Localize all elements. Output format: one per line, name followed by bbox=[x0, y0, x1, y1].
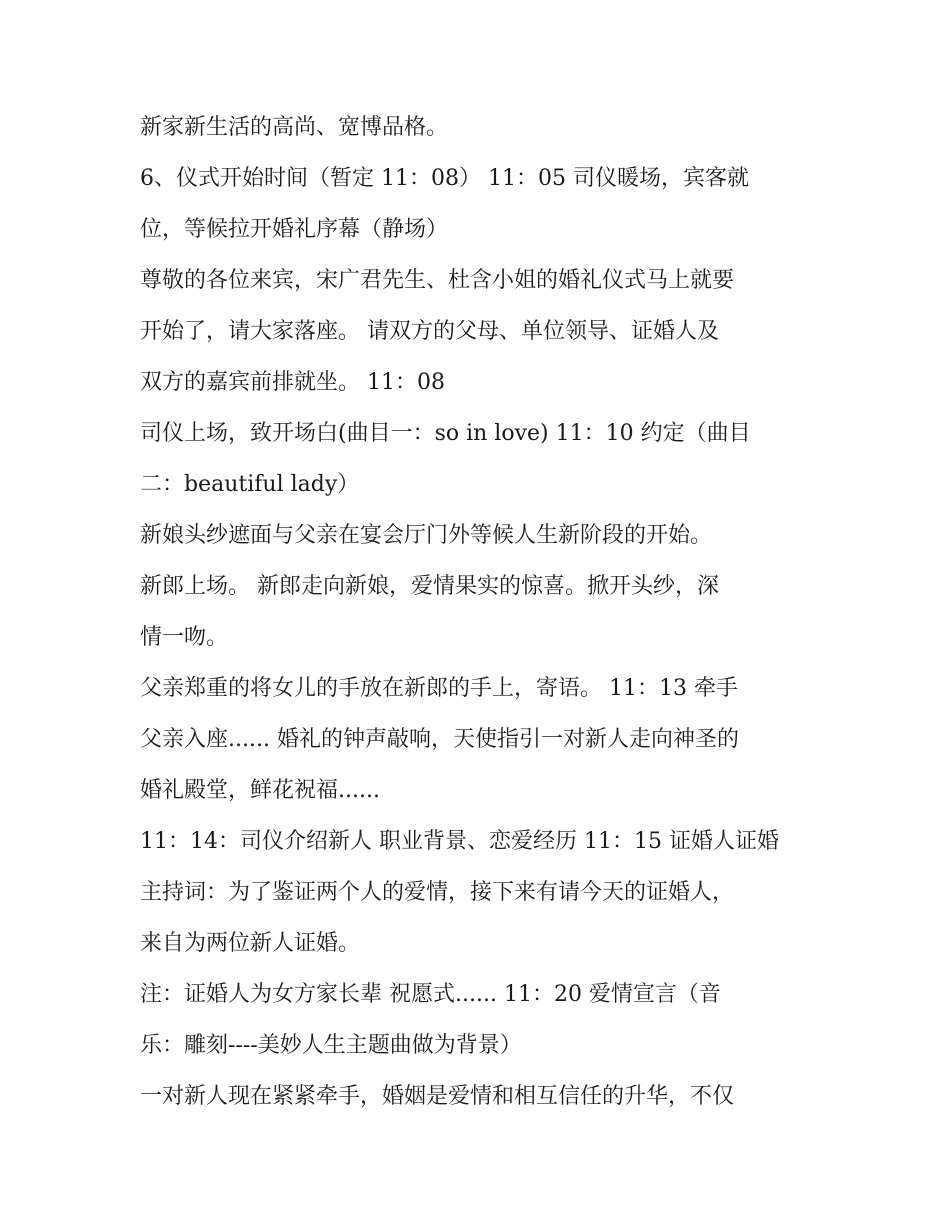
text-line: 位，等候拉开婚礼序幕（静场） bbox=[140, 217, 449, 242]
text-line: 司仪上场，致开场白(曲目一：so in love) 11：10 约定（曲目 bbox=[140, 421, 751, 446]
text-line: 乐：雕刻----美妙人生主题曲做为背景） bbox=[140, 1033, 522, 1058]
text-line: 双方的嘉宾前排就坐。 11：08 bbox=[140, 370, 445, 395]
text-line: 情一吻。 bbox=[140, 625, 229, 650]
text-line: 新娘头纱遮面与父亲在宴会厅门外等候人生新阶段的开始。 bbox=[140, 523, 713, 548]
text-line: 父亲郑重的将女儿的手放在新郎的手上，寄语。 11：13 牵手 bbox=[140, 676, 738, 701]
text-line: 新家新生活的高尚、宽博品格。 bbox=[140, 115, 449, 140]
text-line: 婚礼殿堂，鲜花祝福...... bbox=[140, 778, 380, 803]
text-line: 新郎上场。 新郎走向新娘，爱情果实的惊喜。掀开头纱，深 bbox=[140, 574, 719, 599]
text-line: 注：证婚人为女方家长辈 祝愿式...... 11：20 爱情宣言（音 bbox=[140, 982, 721, 1007]
text-line: 6、仪式开始时间（暂定 11：08） 11：05 司仪暖场，宾客就 bbox=[140, 166, 749, 191]
text-line: 主持词：为了鉴证两个人的爱情，接下来有请今天的证婚人， bbox=[140, 880, 735, 905]
text-line: 二：beautiful lady） bbox=[140, 472, 360, 497]
text-line: 尊敬的各位来宾，宋广君先生、杜含小姐的婚礼仪式马上就要 bbox=[140, 268, 735, 293]
text-line: 11：14：司仪介绍新人 职业背景、恋爱经历 11：15 证婚人证婚 bbox=[140, 829, 779, 854]
text-line: 一对新人现在紧紧牵手，婚姻是爱情和相互信任的升华，不仅 bbox=[140, 1084, 735, 1109]
text-line: 父亲入座...... 婚礼的钟声敲响，天使指引一对新人走向神圣的 bbox=[140, 727, 739, 752]
text-line: 开始了，请大家落座。 请双方的父母、单位领导、证婚人及 bbox=[140, 319, 719, 344]
text-line: 来自为两位新人证婚。 bbox=[140, 931, 361, 956]
